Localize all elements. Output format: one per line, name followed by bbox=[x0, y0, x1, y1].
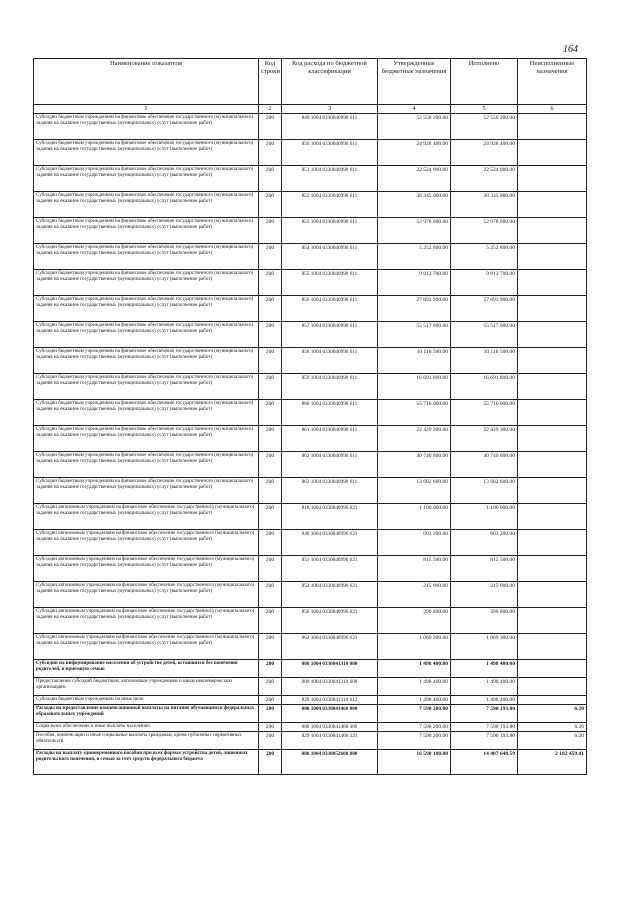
row-classification: 850 1004 0330040990 611 bbox=[282, 140, 378, 166]
page-number: 164 bbox=[563, 44, 578, 55]
row-approved: 52 978 600.00 bbox=[378, 218, 451, 244]
row-unexecuted bbox=[518, 660, 587, 678]
row-name: Субсидии автономным учреждениям на финансовое обеспечение государственного (муниципального) задания на оказание государственных (муниципальных) услуг (выполнение работ) bbox=[34, 556, 259, 582]
table-row bbox=[34, 530, 587, 556]
row-code: 200 bbox=[259, 732, 282, 750]
row-executed: 27 893 900.00 bbox=[451, 296, 518, 322]
row-unexecuted bbox=[518, 478, 587, 504]
row-classification: 854 1004 0330040990 611 bbox=[282, 244, 378, 270]
row-approved: 1 100 000.00 bbox=[378, 504, 451, 530]
header-unexecuted: Неисполненные назначения bbox=[518, 59, 587, 105]
row-code: 200 bbox=[259, 723, 282, 732]
row-name: Субсидии бюджетным учреждениям на финансовое обеспечение государственного (муниципального) задания на оказание государственных (муниципальных) услуг (выполнение работ) bbox=[34, 348, 259, 374]
row-classification: 818 1004 0330040990 621 bbox=[282, 504, 378, 530]
row-executed: 7 590 193.80 bbox=[451, 723, 518, 732]
row-unexecuted: 6.20 bbox=[518, 723, 587, 732]
row-unexecuted bbox=[518, 218, 587, 244]
row-unexecuted bbox=[518, 696, 587, 705]
row-name: Социальное обеспечение и иные выплаты населению bbox=[34, 723, 259, 732]
row-classification: 856 1004 0330040990 621 bbox=[282, 608, 378, 634]
row-code: 200 bbox=[259, 678, 282, 696]
row-approved: 7 590 200.00 bbox=[378, 732, 451, 750]
row-unexecuted bbox=[518, 678, 587, 696]
row-classification: 859 1004 0330040990 611 bbox=[282, 374, 378, 400]
row-name: Расходы на выплату единовременного пособия при всех формах устройства детей, лишенных родительского попечения, в семью за счет средств федерального бюджета bbox=[34, 750, 259, 775]
row-classification: 000 1004 0330041460 300 bbox=[282, 723, 378, 732]
row-name: Субсидии бюджетным учреждениям на финансовое обеспечение государственного (муниципального) задания на оказание государственных (муниципальных) услуг (выполнение работ) bbox=[34, 452, 259, 478]
budget-execution-table bbox=[33, 58, 587, 775]
row-code: 200 bbox=[259, 166, 282, 192]
row-executed: 38 345 000.00 bbox=[451, 192, 518, 218]
table-row bbox=[34, 218, 587, 244]
row-classification: 849 1004 0330040990 621 bbox=[282, 530, 378, 556]
row-unexecuted bbox=[518, 374, 587, 400]
row-executed: 22 524 000.00 bbox=[451, 166, 518, 192]
row-approved: 55 517 000.00 bbox=[378, 322, 451, 348]
table-row bbox=[34, 140, 587, 166]
row-executed: 24 928 400.00 bbox=[451, 140, 518, 166]
row-classification: 829 1004 0330041460 321 bbox=[282, 732, 378, 750]
row-code: 200 bbox=[259, 750, 282, 775]
row-classification: 860 1004 0330040990 611 bbox=[282, 400, 378, 426]
row-unexecuted bbox=[518, 166, 587, 192]
row-name: Субсидии бюджетным учреждениям на финансовое обеспечение государственного (муниципального) задания на оказание государственных (муниципальных) услуг (выполнение работ) bbox=[34, 374, 259, 400]
row-code: 200 bbox=[259, 296, 282, 322]
row-name: Субсидии бюджетным учреждениям на финансовое обеспечение государственного (муниципального) задания на оказание государственных (муниципальных) услуг (выполнение работ) bbox=[34, 140, 259, 166]
row-unexecuted: 6.20 bbox=[518, 705, 587, 723]
row-executed: 16 691 800.00 bbox=[451, 374, 518, 400]
row-name: Субсидии бюджетным учреждениям на финансовое обеспечение государственного (муниципального) задания на оказание государственных (муниципальных) услуг (выполнение работ) bbox=[34, 478, 259, 504]
row-unexecuted bbox=[518, 348, 587, 374]
table-row bbox=[34, 732, 587, 750]
table-row bbox=[34, 166, 587, 192]
table-row bbox=[34, 723, 587, 732]
row-executed: 1 100 000.00 bbox=[451, 504, 518, 530]
row-unexecuted bbox=[518, 192, 587, 218]
row-name: Субсидии бюджетным учреждениям на финансовое обеспечение государственного (муниципального) задания на оказание государственных (муниципальных) услуг (выполнение работ) bbox=[34, 218, 259, 244]
row-code: 200 bbox=[259, 374, 282, 400]
table-header bbox=[34, 59, 587, 114]
table-row bbox=[34, 348, 587, 374]
row-name: Субсидии бюджетным учреждениям на финансовое обеспечение государственного (муниципального) задания на оказание государственных (муниципальных) услуг (выполнение работ) bbox=[34, 244, 259, 270]
row-code: 200 bbox=[259, 608, 282, 634]
row-classification: 852 1004 0330040990 621 bbox=[282, 582, 378, 608]
table-body bbox=[34, 114, 587, 775]
row-code: 200 bbox=[259, 400, 282, 426]
row-code: 200 bbox=[259, 504, 282, 530]
row-executed: 40 740 800.00 bbox=[451, 452, 518, 478]
row-executed: 5 252 800.00 bbox=[451, 244, 518, 270]
row-unexecuted bbox=[518, 400, 587, 426]
row-name: Субсидии автономным учреждениям на финансовое обеспечение государственного (муниципального) задания на оказание государственных (муниципальных) услуг (выполнение работ) bbox=[34, 530, 259, 556]
table-row bbox=[34, 114, 587, 140]
row-classification: 849 1004 0330040990 611 bbox=[282, 114, 378, 140]
row-name: Субсидии автономным учреждениям на финансовое обеспечение государственного (муниципального) задания на оказание государственных (муниципальных) услуг (выполнение работ) bbox=[34, 634, 259, 660]
column-numbers-row bbox=[34, 105, 587, 114]
row-code: 200 bbox=[259, 452, 282, 478]
header-classification: Код расхода по бюджетной классификации bbox=[282, 59, 378, 105]
row-code: 200 bbox=[259, 426, 282, 452]
row-unexecuted bbox=[518, 244, 587, 270]
table-row bbox=[34, 634, 587, 660]
row-executed: 1 498 400.00 bbox=[451, 696, 518, 705]
row-name: Субсидии бюджетным учреждениям на финансовое обеспечение государственного (муниципального) задания на оказание государственных (муниципальных) услуг (выполнение работ) bbox=[34, 400, 259, 426]
row-classification: 855 1004 0330040990 611 bbox=[282, 270, 378, 296]
table-row bbox=[34, 556, 587, 582]
row-approved: 38 345 000.00 bbox=[378, 192, 451, 218]
header-code: Код строки bbox=[259, 59, 282, 105]
row-name: Субсидии автономным учреждениям на финансовое обеспечение государственного (муниципального) задания на оказание государственных (муниципальных) услуг (выполнение работ) bbox=[34, 504, 259, 530]
row-name: Субсидии автономным учреждениям на финансовое обеспечение государственного (муниципального) задания на оказание государственных (муниципальных) услуг (выполнение работ) bbox=[34, 608, 259, 634]
column-number: 1 bbox=[34, 105, 259, 114]
column-number: 6 bbox=[518, 105, 587, 114]
row-approved: 16 691 800.00 bbox=[378, 374, 451, 400]
row-executed: 52 550 200.00 bbox=[451, 114, 518, 140]
row-code: 200 bbox=[259, 348, 282, 374]
row-classification: 000 1004 0330041310 600 bbox=[282, 678, 378, 696]
row-classification: 863 1004 0330040990 611 bbox=[282, 478, 378, 504]
header-executed: Исполнено bbox=[451, 59, 518, 105]
row-executed: 9 813 700.00 bbox=[451, 270, 518, 296]
row-approved: 27 893 900.00 bbox=[378, 296, 451, 322]
row-unexecuted bbox=[518, 608, 587, 634]
row-unexecuted bbox=[518, 322, 587, 348]
row-approved: 52 550 200.00 bbox=[378, 114, 451, 140]
row-approved: 1 498 400.00 bbox=[378, 660, 451, 678]
row-unexecuted bbox=[518, 140, 587, 166]
row-code: 200 bbox=[259, 530, 282, 556]
row-unexecuted bbox=[518, 270, 587, 296]
row-executed: 55 517 000.00 bbox=[451, 322, 518, 348]
row-classification: 862 1004 0330040990 611 bbox=[282, 452, 378, 478]
row-code: 200 bbox=[259, 660, 282, 678]
row-approved: 7 590 200.00 bbox=[378, 705, 451, 723]
row-unexecuted bbox=[518, 114, 587, 140]
row-approved: 10 116 500.00 bbox=[378, 348, 451, 374]
header-approved: Утвержденные бюджетные назначения bbox=[378, 59, 451, 105]
row-code: 200 bbox=[259, 696, 282, 705]
row-code: 200 bbox=[259, 244, 282, 270]
row-unexecuted: 6.20 bbox=[518, 732, 587, 750]
row-code: 200 bbox=[259, 556, 282, 582]
row-approved: 40 740 800.00 bbox=[378, 452, 451, 478]
row-executed: 14 407 640.59 bbox=[451, 750, 518, 775]
row-classification: 853 1004 0330040990 611 bbox=[282, 218, 378, 244]
row-executed: 55 716 000.00 bbox=[451, 400, 518, 426]
row-classification: 000 1004 0330041460 000 bbox=[282, 705, 378, 723]
row-approved: 603 200.00 bbox=[378, 530, 451, 556]
table-row bbox=[34, 270, 587, 296]
row-executed: 1 498 400.00 bbox=[451, 678, 518, 696]
row-classification: 861 1004 0330040990 611 bbox=[282, 426, 378, 452]
row-name: Субсидии бюджетным учреждениям на финансовое обеспечение государственного (муниципального) задания на оказание государственных (муниципальных) услуг (выполнение работ) bbox=[34, 270, 259, 296]
row-classification: 851 1004 0330040990 611 bbox=[282, 166, 378, 192]
row-executed: 215 000.00 bbox=[451, 582, 518, 608]
table-row bbox=[34, 322, 587, 348]
row-executed: 7 590 193.80 bbox=[451, 732, 518, 750]
row-name: Субсидии бюджетным учреждениям на финансовое обеспечение государственного (муниципального) задания на оказание государственных (муниципальных) услуг (выполнение работ) bbox=[34, 114, 259, 140]
row-unexecuted bbox=[518, 504, 587, 530]
row-classification: 851 1004 0330040990 621 bbox=[282, 556, 378, 582]
row-unexecuted bbox=[518, 530, 587, 556]
row-executed: 603 200.00 bbox=[451, 530, 518, 556]
row-approved: 1 498 400.00 bbox=[378, 696, 451, 705]
row-classification: 000 1004 0330041310 000 bbox=[282, 660, 378, 678]
row-name: Субсидии бюджетным учреждениям на иные цели bbox=[34, 696, 259, 705]
row-code: 200 bbox=[259, 192, 282, 218]
row-classification: 858 1004 0330040990 611 bbox=[282, 348, 378, 374]
table-row bbox=[34, 400, 587, 426]
column-number: 4 bbox=[378, 105, 451, 114]
row-name: Субсидии бюджетным учреждениям на финансовое обеспечение государственного (муниципального) задания на оказание государственных (муниципальных) услуг (выполнение работ) bbox=[34, 192, 259, 218]
table-row bbox=[34, 660, 587, 678]
row-executed: 1 069 300.00 bbox=[451, 634, 518, 660]
table-row bbox=[34, 452, 587, 478]
header-name: Наименование показателя bbox=[34, 59, 259, 105]
row-code: 200 bbox=[259, 140, 282, 166]
table-row bbox=[34, 478, 587, 504]
row-classification: 856 1004 0330040990 611 bbox=[282, 296, 378, 322]
row-classification: 857 1004 0330040990 611 bbox=[282, 322, 378, 348]
row-approved: 1 498 400.00 bbox=[378, 678, 451, 696]
table-row bbox=[34, 705, 587, 723]
row-approved: 22 429 300.00 bbox=[378, 426, 451, 452]
row-approved: 1 069 300.00 bbox=[378, 634, 451, 660]
table-row bbox=[34, 296, 587, 322]
row-approved: 55 716 000.00 bbox=[378, 400, 451, 426]
row-executed: 52 978 600.00 bbox=[451, 218, 518, 244]
row-approved: 16 590 100.00 bbox=[378, 750, 451, 775]
row-classification: 862 1004 0330040990 621 bbox=[282, 634, 378, 660]
row-name: Субсидии бюджетным учреждениям на финансовое обеспечение государственного (муниципального) задания на оказание государственных (муниципальных) услуг (выполнение работ) bbox=[34, 296, 259, 322]
row-code: 200 bbox=[259, 322, 282, 348]
row-approved: 24 928 400.00 bbox=[378, 140, 451, 166]
row-unexecuted: 2 182 459.41 bbox=[518, 750, 587, 775]
row-executed: 815 500.00 bbox=[451, 556, 518, 582]
row-unexecuted bbox=[518, 452, 587, 478]
row-code: 200 bbox=[259, 114, 282, 140]
row-approved: 215 000.00 bbox=[378, 582, 451, 608]
row-executed: 1 498 400.00 bbox=[451, 660, 518, 678]
row-executed: 13 682 600.00 bbox=[451, 478, 518, 504]
row-name: Субсидии на информирование населения об устройстве детей, оставшихся без попечения родителей, в приемную семью bbox=[34, 660, 259, 678]
row-executed: 10 116 500.00 bbox=[451, 348, 518, 374]
row-approved: 390 800.00 bbox=[378, 608, 451, 634]
table-row bbox=[34, 696, 587, 705]
row-executed: 22 429 300.00 bbox=[451, 426, 518, 452]
row-classification: 852 1004 0330040990 611 bbox=[282, 192, 378, 218]
table-row bbox=[34, 244, 587, 270]
row-classification: 829 1004 0330041310 612 bbox=[282, 696, 378, 705]
row-code: 200 bbox=[259, 705, 282, 723]
row-approved: 815 500.00 bbox=[378, 556, 451, 582]
table-row bbox=[34, 192, 587, 218]
row-code: 200 bbox=[259, 478, 282, 504]
row-unexecuted bbox=[518, 582, 587, 608]
table-row bbox=[34, 750, 587, 775]
row-name: Субсидии бюджетным учреждениям на финансовое обеспечение государственного (муниципального) задания на оказание государственных (муниципальных) услуг (выполнение работ) bbox=[34, 166, 259, 192]
row-name: Субсидии бюджетным учреждениям на финансовое обеспечение государственного (муниципального) задания на оказание государственных (муниципальных) услуг (выполнение работ) bbox=[34, 322, 259, 348]
column-number: 3 bbox=[282, 105, 378, 114]
row-executed: 390 800.00 bbox=[451, 608, 518, 634]
row-code: 200 bbox=[259, 270, 282, 296]
table-row bbox=[34, 426, 587, 452]
row-code: 200 bbox=[259, 634, 282, 660]
row-approved: 5 252 800.00 bbox=[378, 244, 451, 270]
row-unexecuted bbox=[518, 426, 587, 452]
row-name: Субсидии бюджетным учреждениям на финансовое обеспечение государственного (муниципального) задания на оказание государственных (муниципальных) услуг (выполнение работ) bbox=[34, 426, 259, 452]
row-unexecuted bbox=[518, 296, 587, 322]
table-row bbox=[34, 374, 587, 400]
column-number: 2 bbox=[259, 105, 282, 114]
row-unexecuted bbox=[518, 634, 587, 660]
row-name: Пособия, компенсации и иные социальные выплаты гражданам, кроме публичных нормативных обязательств bbox=[34, 732, 259, 750]
row-name: Субсидии автономным учреждениям на финансовое обеспечение государственного (муниципального) задания на оказание государственных (муниципальных) услуг (выполнение работ) bbox=[34, 582, 259, 608]
row-classification: 000 1004 0330052600 000 bbox=[282, 750, 378, 775]
row-code: 200 bbox=[259, 218, 282, 244]
table-row bbox=[34, 504, 587, 530]
row-approved: 22 524 000.00 bbox=[378, 166, 451, 192]
row-name: Расходы на предоставление компенсационной выплаты на питание обучающимся федеральных образовательных учреждений bbox=[34, 705, 259, 723]
row-unexecuted bbox=[518, 556, 587, 582]
row-code: 200 bbox=[259, 582, 282, 608]
row-approved: 13 682 600.00 bbox=[378, 478, 451, 504]
table-row bbox=[34, 582, 587, 608]
table-row bbox=[34, 608, 587, 634]
row-approved: 9 813 700.00 bbox=[378, 270, 451, 296]
column-number: 5 bbox=[451, 105, 518, 114]
row-executed: 7 590 193.80 bbox=[451, 705, 518, 723]
row-approved: 7 590 200.00 bbox=[378, 723, 451, 732]
table-row bbox=[34, 678, 587, 696]
row-name: Предоставление субсидий бюджетным, автономным учреждениям и иным некоммерческим организациям bbox=[34, 678, 259, 696]
